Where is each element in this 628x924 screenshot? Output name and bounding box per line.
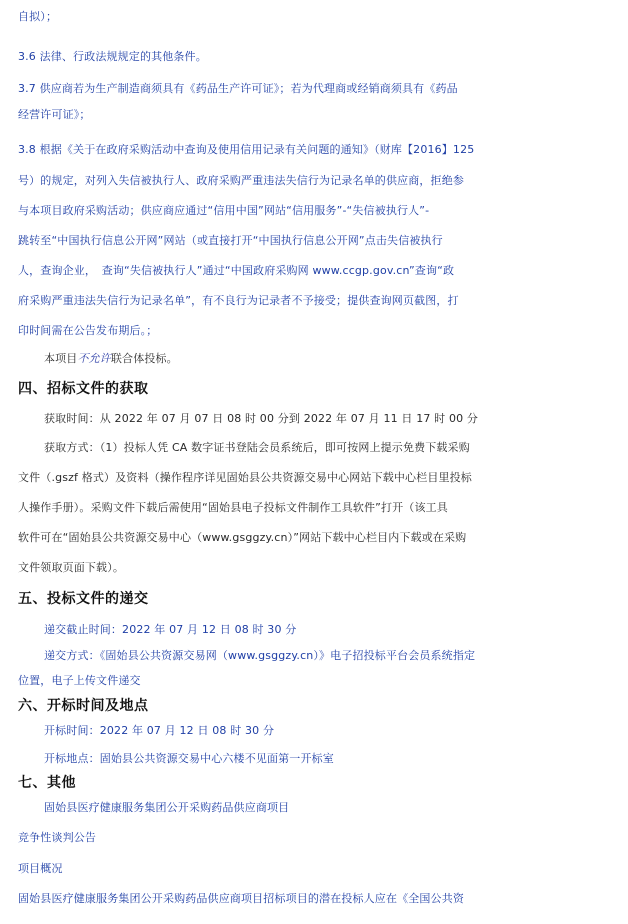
text-fragment: 本项目 <box>44 352 78 365</box>
text-line: 开标地点：固始县公共资源交易中心六楼不见面第一开标室 <box>44 752 334 765</box>
text-line: 3.6 法律、行政法规规定的其他条件。 <box>18 50 207 63</box>
text-line: 号）的规定，对列入失信被执行人、政府采购严重违法失信行为记录名单的供应商，拒绝参 <box>18 174 464 187</box>
text-line: 软件可在“固始县公共资源交易中心（www.gsggzy.cn）”网站下载中心栏目内下载或在采购 <box>18 531 467 544</box>
text-line: 与本项目政府采购活动；供应商应通过“信用中国”网站“信用服务”-“失信被执行人”- <box>18 204 430 217</box>
text-line: 获取方式：（1）投标人凭 CA 数字证书登陆会员系统后，即可按网上提示免费下载采购 <box>44 441 470 454</box>
text-line: 固始县医疗健康服务集团公开采购药品供应商项目招标项目的潜在投标人应在《全国公共资 <box>18 892 464 905</box>
text-line: 文件领取页面下载）。 <box>18 561 124 574</box>
emphasis-text: 不允许 <box>77 352 111 365</box>
text-line: 人操作手册）。采购文件下载后需使用“固始县电子投标文件制作工具软件”打开（该工具 <box>18 501 448 514</box>
text-line: 递交方式：《固始县公共资源交易网（www.gsggzy.cn）》电子招投标平台会员系统指定 <box>44 649 476 662</box>
text-line: 固始县医疗健康服务集团公开采购药品供应商项目 <box>44 801 290 814</box>
text-line: 府采购严重违法失信行为记录名单”，有不良行为记录者不予接受；提供查询网页截图，打 <box>18 294 459 307</box>
text-line: 跳转至“中国执行信息公开网”网站（或直接打开“中国执行信息公开网”点击失信被执行 <box>18 234 443 247</box>
text-line: 自拟）； <box>18 10 58 23</box>
text-line: 印时间需在公告发布期后。； <box>18 324 158 337</box>
text-line: 项目概况 <box>18 862 63 875</box>
consortium-note <box>44 352 178 366</box>
text-line: 文件（.gszf 格式）及资料（操作程序详见固始县公共资源交易中心网站下载中心栏目里投标 <box>18 471 472 484</box>
section-heading: 六、开标时间及地点 <box>18 698 149 714</box>
text-line: 位置，电子上传文件递交 <box>18 674 141 687</box>
section-heading: 四、招标文件的获取 <box>18 381 149 397</box>
text-line: 3.7 供应商若为生产制造商须具有《药品生产许可证》；若为代理商或经销商须具有《药品 <box>18 82 458 95</box>
text-line: 获取时间：从 2022 年 07 月 07 日 08 时 00 分到 2022 年 07 月 11 日 17 时 00 分 <box>44 412 479 425</box>
text-line: 3.8 根据《关于在政府采购活动中查询及使用信用记录有关问题的通知》（财库【2016】125 <box>18 143 475 156</box>
text-line: 经营许可证》； <box>18 108 91 121</box>
text-line: 竞争性谈判公告 <box>18 831 97 844</box>
section-heading: 五、投标文件的递交 <box>18 591 149 607</box>
text-line: 递交截止时间：2022 年 07 月 12 日 08 时 30 分 <box>44 623 297 636</box>
text-fragment: 联合体投标。 <box>110 352 178 365</box>
text-line: 开标时间：2022 年 07 月 12 日 08 时 30 分 <box>44 724 275 737</box>
section-heading: 七、其他 <box>18 775 76 791</box>
text-line: 人，查询企业， 查询“失信被执行人”通过“中国政府采购网 www.ccgp.gov.cn”查询“政 <box>18 264 455 277</box>
